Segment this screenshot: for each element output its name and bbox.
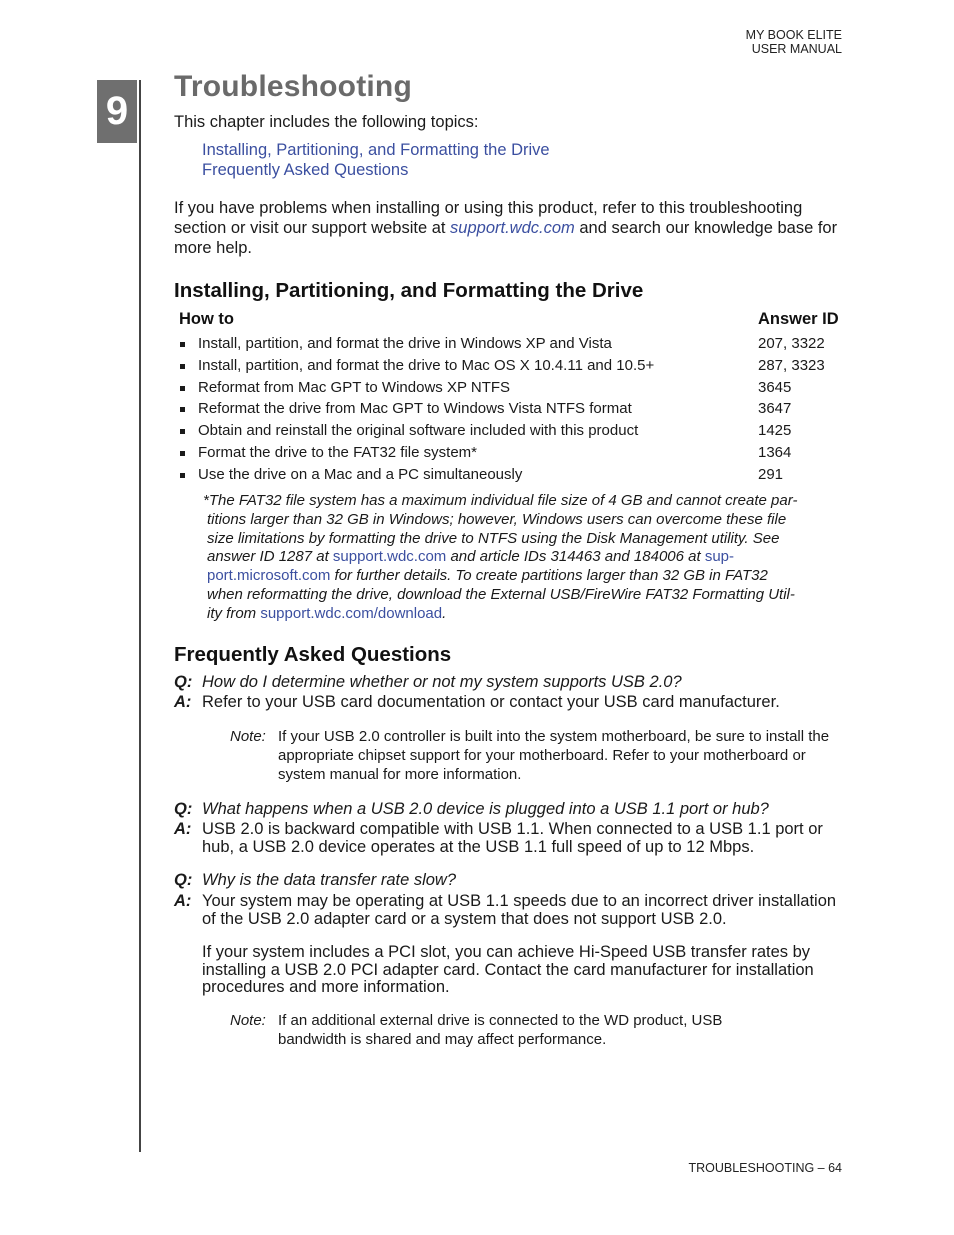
row-answer: 1364	[758, 444, 792, 461]
q-label: Q:	[174, 800, 193, 818]
row-answer: 1425	[758, 422, 792, 439]
footnote-line	[203, 567, 828, 586]
footnote-text: .	[442, 604, 447, 622]
a-label: A:	[174, 820, 192, 838]
faq-note	[230, 728, 830, 784]
microsoft-support-link[interactable]: port.microsoft.com	[207, 567, 331, 585]
running-header	[746, 28, 842, 56]
answer-text: Your system may be operating at USB 1.1 speeds due to an incorrect driver installation of the USB 2.0 adapter card or a system that does not support USB 2.0.	[202, 892, 837, 928]
row-task: Obtain and reinstall the original software included with this product	[198, 422, 639, 439]
bullet-icon	[180, 451, 185, 456]
faq-answer	[174, 893, 854, 928]
footnote-line: *The FAT32 file system has a maximum individual file size of 4 GB and cannot create par-	[203, 492, 798, 509]
topic-link-installing[interactable]: Installing, Partitioning, and Formatting the Drive	[202, 141, 550, 159]
row-task: Format the drive to the FAT32 file system*	[198, 444, 477, 461]
column-header-howto: How to	[179, 310, 234, 328]
footnote-text: and article IDs 314463 and 184006 at	[446, 548, 705, 566]
question-text: How do I determine whether or not my system supports USB 2.0?	[202, 673, 682, 691]
row-task: Use the drive on a Mac and a PC simultaneously	[198, 466, 523, 483]
a-label: A:	[174, 693, 192, 711]
faq-question	[174, 801, 854, 819]
row-task: Install, partition, and format the drive to Mac OS X 10.4.11 and 10.5+	[198, 357, 655, 374]
topic-link-faq[interactable]: Frequently Asked Questions	[202, 161, 409, 179]
row-task: Reformat from Mac GPT to Windows XP NTFS	[198, 379, 511, 396]
column-header-answer-id: Answer ID	[758, 310, 839, 328]
answer-text: USB 2.0 is backward compatible with USB 1.1. When connected to a USB 1.1 port or hub, a USB 2.0 device operates at the USB 1.1 full speed of up to 12 Mbps.	[202, 820, 823, 856]
bullet-icon	[180, 364, 185, 369]
faq-answer-continued	[174, 944, 854, 997]
support-link[interactable]: support.wdc.com	[332, 548, 447, 566]
row-answer: 3645	[758, 379, 792, 396]
faq-answer	[174, 694, 854, 712]
topics-lead: This chapter includes the following topics:	[174, 113, 479, 131]
footnote-text: answer ID 1287 at	[207, 548, 333, 566]
bullet-icon	[180, 342, 185, 347]
bullet-icon	[180, 386, 185, 391]
chapter-rule	[139, 80, 141, 1152]
chapter-number: 9	[105, 89, 129, 133]
row-answer: 207, 3322	[758, 335, 825, 352]
faq-answer	[174, 821, 854, 856]
answer-text: Refer to your USB card documentation or contact your USB card manufacturer.	[202, 693, 780, 711]
bullet-icon	[180, 407, 185, 412]
q-label: Q:	[174, 871, 193, 889]
chapter-number-badge	[97, 80, 137, 143]
header-product: MY BOOK ELITE	[745, 28, 842, 42]
note-text: If your USB 2.0 controller is built into the system motherboard, be sure to install the appropriate chipset support for your motherboard. Refer to your motherboard or system manual for more information.	[278, 728, 830, 783]
intro-text-2: and search our knowledge base for more help.	[174, 219, 838, 257]
footnote-line: when reformatting the drive, download the External USB/FireWire FAT32 Formatting Util-	[207, 585, 795, 603]
intro-paragraph	[174, 198, 849, 258]
intro-text-1: If you have problems when installing or using this product, refer to this troubleshooting section or visit our support website at	[174, 199, 803, 237]
bullet-icon	[180, 429, 185, 434]
footnote-text: for further details. To create partitions larger than 32 GB in FAT32	[330, 567, 768, 585]
row-task: Install, partition, and format the drive in Windows XP and Vista	[198, 335, 612, 352]
footnote-line: titions larger than 32 GB in Windows; however, Windows users can overcome these file	[207, 510, 787, 528]
footnote-text: ity from	[207, 604, 261, 622]
faq-question	[174, 872, 854, 890]
page-title: Troubleshooting	[174, 70, 412, 103]
faq-question	[174, 674, 854, 692]
row-answer: 291	[758, 466, 784, 483]
footnote-line	[203, 605, 828, 624]
faq-note	[230, 1012, 830, 1050]
section-heading-faq: Frequently Asked Questions	[174, 643, 452, 666]
question-text: What happens when a USB 2.0 device is plugged into a USB 1.1 port or hub?	[202, 800, 769, 818]
bullet-icon	[180, 473, 185, 478]
note-label: Note:	[230, 1012, 266, 1029]
note-label: Note:	[230, 728, 266, 745]
header-manual: USER MANUAL	[751, 42, 842, 56]
q-label: Q:	[174, 673, 193, 691]
row-answer: 287, 3323	[758, 357, 825, 374]
row-answer: 3647	[758, 400, 792, 417]
microsoft-support-link[interactable]: sup-	[704, 548, 735, 566]
section-heading-installing: Installing, Partitioning, and Formatting the Drive	[174, 279, 644, 302]
a-label: A:	[174, 892, 192, 910]
fat32-footnote	[203, 492, 828, 624]
row-task: Reformat the drive from Mac GPT to Windows Vista NTFS format	[198, 400, 632, 417]
support-link[interactable]: support.wdc.com	[450, 219, 575, 237]
answer-text: If your system includes a PCI slot, you can achieve Hi-Speed USB transfer rates by installing a USB 2.0 PCI adapter card. Contact the card manufacturer for installation procedures and more information.	[202, 943, 814, 996]
question-text: Why is the data transfer rate slow?	[202, 871, 457, 889]
note-text: If an additional external drive is connected to the WD product, USB bandwidth is shared and may affect performance.	[278, 1012, 723, 1048]
footnote-line	[203, 548, 828, 567]
download-link[interactable]: support.wdc.com/download	[260, 604, 443, 622]
page-footer: TROUBLESHOOTING – 64	[688, 1161, 842, 1175]
footnote-line: size limitations by formatting the drive to NTFS using the Disk Management utility. See	[207, 529, 780, 547]
